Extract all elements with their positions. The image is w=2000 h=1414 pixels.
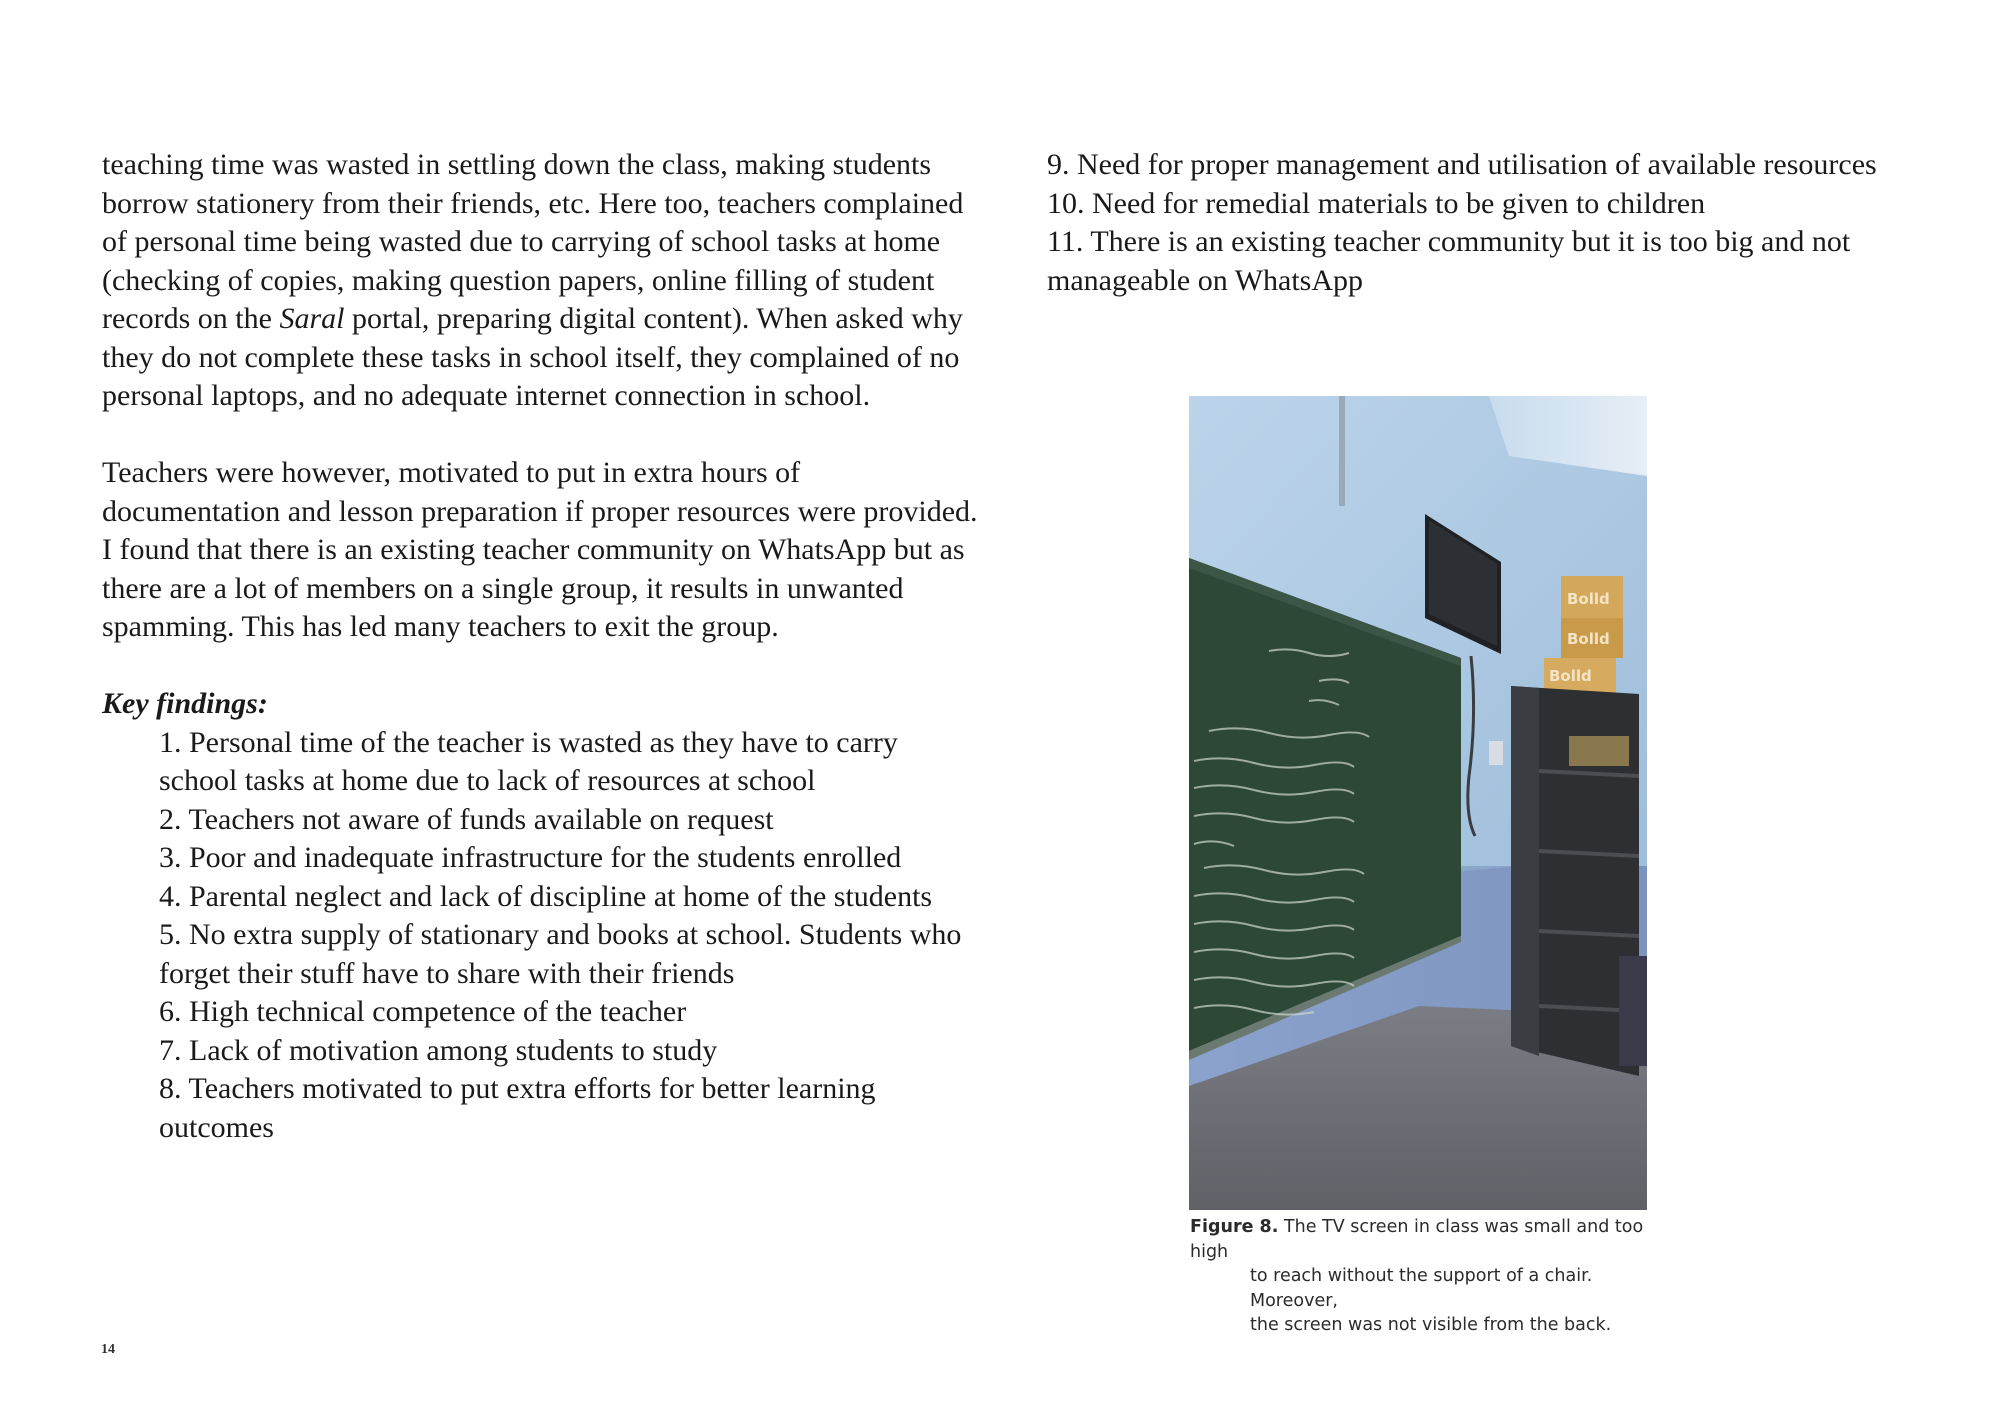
page-number: 14 — [101, 1342, 115, 1357]
bag — [1619, 956, 1647, 1066]
finding-item: 2. Teachers not aware of funds available on request — [159, 802, 774, 836]
classroom-photo — [1189, 396, 1647, 1210]
key-findings-list — [102, 724, 982, 1148]
caption-line: to reach without the support of a chair. Moreover, — [1250, 1266, 1593, 1311]
carton-label: Bolld — [1567, 590, 1610, 608]
carton-label: Bolld — [1567, 630, 1610, 648]
finding-item: 8. Teachers motivated to put extra efforts for better learning outcomes — [159, 1072, 876, 1144]
finding-item: 7. Lack of motivation among students to study — [159, 1033, 718, 1067]
finding-item: 11. There is an existing teacher community but it is too big and not manageable on WhatsApp — [1047, 225, 1851, 297]
key-findings-heading: Key findings: — [102, 687, 268, 720]
switchboard — [1489, 741, 1503, 765]
finding-item: 10. Need for remedial materials to be given to children — [1047, 186, 1706, 220]
carton-label: Bolld — [1549, 667, 1592, 685]
caption-line: The TV screen in class was small and too high — [1190, 1217, 1644, 1262]
figure-label: Figure 8. — [1190, 1217, 1279, 1237]
finding-item: 9. Need for proper management and utilisation of available resources — [1047, 148, 1877, 181]
classroom-photo-illustration — [1189, 396, 1647, 1210]
body-paragraph-1: teaching time was wasted in settling down the class, making students borrow stationery from their friends, etc. Here too, teachers complained of personal time being wasted due to carrying of school tasks at home (checking of copies, making question papers, online filling of student records on the Saral portal, preparing digital content). When asked why they do not complete these tasks in school itself, they complained of no personal laptops, and no adequate internet connection in school. — [102, 148, 964, 412]
figure-caption — [1190, 1215, 1660, 1338]
conduit-pipe — [1339, 396, 1345, 506]
finding-item: 6. High technical competence of the teacher — [159, 995, 687, 1028]
finding-item: 3. Poor and inadequate infrastructure for the students enrolled — [159, 841, 902, 874]
finding-item: 4. Parental neglect and lack of discipline at home of the students — [159, 879, 933, 913]
saral-portal-name: Saral — [279, 302, 345, 335]
right-column — [1047, 146, 1927, 300]
body-paragraph-2: Teachers were however, motivated to put in extra hours of documentation and lesson preparation if proper resources were provided. I found that there is an existing teacher community on WhatsApp but as there are a lot of members on a single group, it results in unwanted spamming. This has led many teachers to exit the group. — [102, 456, 978, 643]
caption-line: the screen was not visible from the back. — [1250, 1315, 1612, 1335]
key-findings-list-continued — [1047, 146, 1927, 300]
finding-item: 5. No extra supply of stationary and books at school. Students who forget their stuff have to share with their friends — [159, 918, 962, 990]
left-column — [102, 146, 982, 1147]
finding-item: 1. Personal time of the teacher is wasted as they have to carry school tasks at home due to lack of resources at school — [159, 725, 898, 797]
shelf-items — [1569, 736, 1629, 766]
